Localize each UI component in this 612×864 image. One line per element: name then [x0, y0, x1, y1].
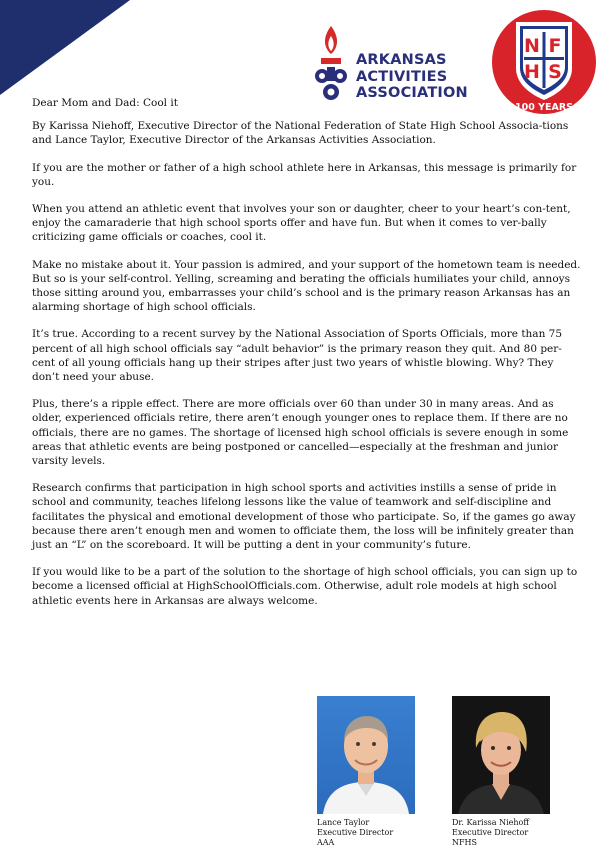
aaa-line-2: ACTIVITIES: [356, 68, 448, 85]
svg-text:H: H: [524, 61, 540, 83]
signature-lance-taylor: [317, 818, 393, 848]
aaa-wordmark: [356, 52, 468, 102]
signature-role: Executive Director: [317, 828, 394, 837]
letter-title: Dear Mom and Dad: Cool it: [32, 97, 178, 109]
letter-paragraph: It’s true. According to a recent survey by the National Association of Sports Officials, more than 75 percent of all high school officials say “adult behavior” is the primary reason they quit. And 80 per-cent of all young officials hang up their stripes after just two years of whistle blowing. Why? They don’t need your abuse.: [32, 328, 563, 384]
svg-text:S: S: [548, 61, 562, 83]
letter-paragraph: Plus, there’s a ripple effect. There are more officials over 60 than under 30 in many areas. And as older, experienced officials retire, there aren’t enough younger ones to replace them. If there are no officials, there are no games. The shortage of licensed high school officials is severe enough in some areas that athletic events are being postponed or cancelled—especially at the freshman and junior varsity levels.: [32, 398, 569, 468]
signature-org: NFHS: [452, 838, 478, 847]
aaa-line-3: ASSOCIATION: [356, 85, 468, 101]
letter-paragraph: If you would like to be a part of the solution to the shortage of high school officials, you can sign up to become a licensed official at HighSchoolOfficials.com. Otherwise, adult role models at high school athletic events here in Arkansas are always welcome.: [32, 566, 578, 607]
letter-body: [32, 96, 584, 621]
letter-paragraph: When you attend an athletic event that involves your son or daughter, cheer to your heart’s con-tent, enjoy the camaraderie that high school sports offer and have fun. But when it comes to ver-bally criticizing game officials or coaches, cool it.: [32, 203, 571, 244]
corner-accent: [0, 0, 130, 95]
signature-org: AAA: [317, 838, 335, 847]
karissa-niehoff-photo: [452, 696, 550, 814]
svg-text:N: N: [524, 35, 540, 57]
signature-role: Executive Director: [452, 828, 529, 837]
letter-paragraph: If you are the mother or father of a high school athlete here in Arkansas, this message is primarily for you.: [32, 161, 577, 188]
signature-name: Dr. Karissa Niehoff: [452, 818, 530, 827]
nfhs-subtitle: 100 YEARS: [514, 102, 574, 113]
lance-taylor-photo: [317, 696, 415, 814]
svg-text:F: F: [548, 35, 562, 57]
signature-name: Lance Taylor: [317, 818, 370, 827]
letter-paragraph: Make no mistake about it. Your passion is admired, and your support of the hometown team is needed. But so is your self-control. Yelling, screaming and berating the officials humiliates your child, annoys those sitting around you, embarrasses your child’s school and is the primary reason Arkansas has an alarming shortage of high school officials.: [32, 258, 581, 314]
letter-paragraph: Research confirms that participation in high school sports and activities instills a sense of pride in school and community, teaches lifelong lessons like the value of teamwork and self-discipline and facilitates the physical and emotional development of those who participate. So, if the games go away because there aren’t enough men and women to officiate them, the loss will be infinitely greater than just an “L” on the scoreboard. It will be putting a dent in your community’s future.: [32, 482, 576, 552]
signature-karissa-niehoff: [452, 818, 529, 848]
aaa-line-1: ARKANSAS: [356, 52, 447, 68]
letter-byline: By Karissa Niehoff, Executive Director of the National Federation of State High School Associa-tions and Lance Taylor, Executive Director of the Arkansas Activities Association.: [32, 120, 569, 147]
